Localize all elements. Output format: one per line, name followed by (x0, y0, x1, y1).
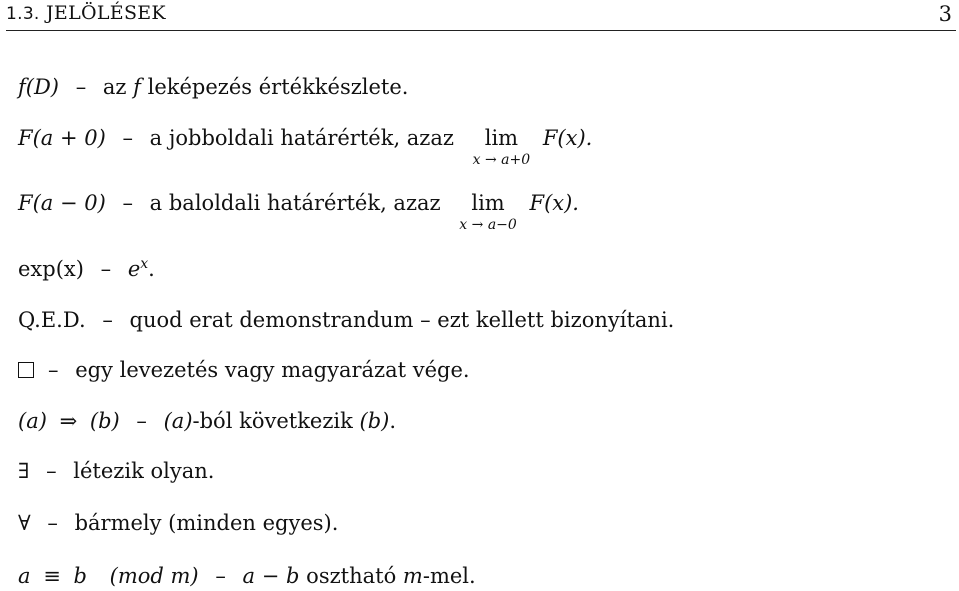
notation-desc: az (102, 75, 127, 99)
implies-lhs: (a) (18, 409, 47, 433)
notation-symbol: Q.E.D. (18, 308, 86, 332)
notation-desc: létezik olyan. (73, 459, 215, 483)
mod-expression: (mod m) (109, 564, 199, 588)
implies-desc-mid: -ból következik (192, 409, 353, 433)
notation-dash: – (122, 191, 133, 215)
notation-dash: – (47, 511, 58, 535)
exp-base: e (127, 257, 141, 281)
notation-desc-f: f (133, 75, 141, 99)
notation-symbol: F(a + 0) (18, 126, 106, 150)
forall-icon: ∀ (18, 511, 31, 535)
section-heading (6, 2, 166, 24)
notation-desc: leképezés értékkészlete. (147, 75, 409, 99)
implies-desc-a: (a) (163, 409, 193, 433)
mod-b: b (73, 564, 87, 588)
notation-dash: – (46, 459, 57, 483)
notation-image-set (18, 77, 408, 98)
implies-arrow-icon: ⇒ (59, 409, 78, 433)
notation-implies (18, 411, 396, 432)
implies-rhs: (b) (89, 409, 120, 433)
page-header (6, 0, 956, 31)
notation-forall (18, 513, 338, 534)
mod-desc-mid: osztható (306, 564, 397, 588)
exp-exponent: x (140, 256, 149, 272)
notation-desc: bármely (minden egyes). (74, 511, 339, 535)
lim-subscript: x → a−0 (459, 217, 517, 233)
implies-desc-b: (b) (359, 409, 390, 433)
notation-exp (18, 257, 155, 280)
notation-desc: quod erat demonstrandum – ezt kellett bizonyítani. (129, 308, 675, 332)
exp-tail: . (148, 257, 155, 281)
notation-congruence (18, 566, 476, 587)
notation-symbol: exp(x) (18, 257, 84, 281)
mod-a: a (18, 564, 31, 588)
mod-desc-b: b (286, 564, 300, 588)
lim-word: lim (484, 126, 519, 150)
notation-desc: a jobboldali határérték, azaz (149, 126, 454, 150)
notation-qed (18, 310, 674, 331)
notation-symbol: F(a − 0) (18, 191, 106, 215)
lim-word: lim (471, 191, 505, 215)
limit-expression: F(x). (542, 126, 593, 150)
mod-desc-end: -mel. (422, 564, 476, 588)
end-of-proof-box-icon (18, 362, 34, 378)
section-title: JELÖLÉSEK (45, 2, 166, 24)
mod-desc-a: a (242, 564, 256, 588)
limit-operator (459, 193, 517, 232)
notation-desc: a baloldali határérték, azaz (149, 191, 441, 215)
notation-dash: – (102, 308, 113, 332)
lim-subscript: x → a+0 (472, 152, 531, 168)
mod-desc-minus: − (261, 564, 280, 588)
notation-symbol: f(D) (18, 75, 59, 99)
limit-expression: F(x). (529, 191, 579, 215)
section-number: 1.3. (6, 4, 40, 24)
notation-desc: egy levezetés vagy magyarázat vége. (75, 358, 470, 382)
notation-left-limit (18, 193, 579, 232)
implies-desc-end: . (389, 409, 397, 433)
notation-dash: – (122, 126, 133, 150)
notation-end-box (18, 360, 470, 381)
mod-desc-m: m (402, 564, 423, 588)
limit-operator (473, 128, 531, 167)
page-number: 3 (938, 2, 952, 26)
notation-dash: – (136, 409, 147, 433)
notation-right-limit (18, 128, 592, 167)
notation-dash: – (215, 564, 226, 588)
equiv-icon: ≡ (43, 564, 61, 588)
notation-dash: – (75, 75, 87, 99)
notation-exists (18, 461, 214, 482)
exists-icon: ∃ (18, 459, 30, 483)
notation-dash: – (48, 358, 59, 382)
notation-dash: – (100, 257, 112, 281)
